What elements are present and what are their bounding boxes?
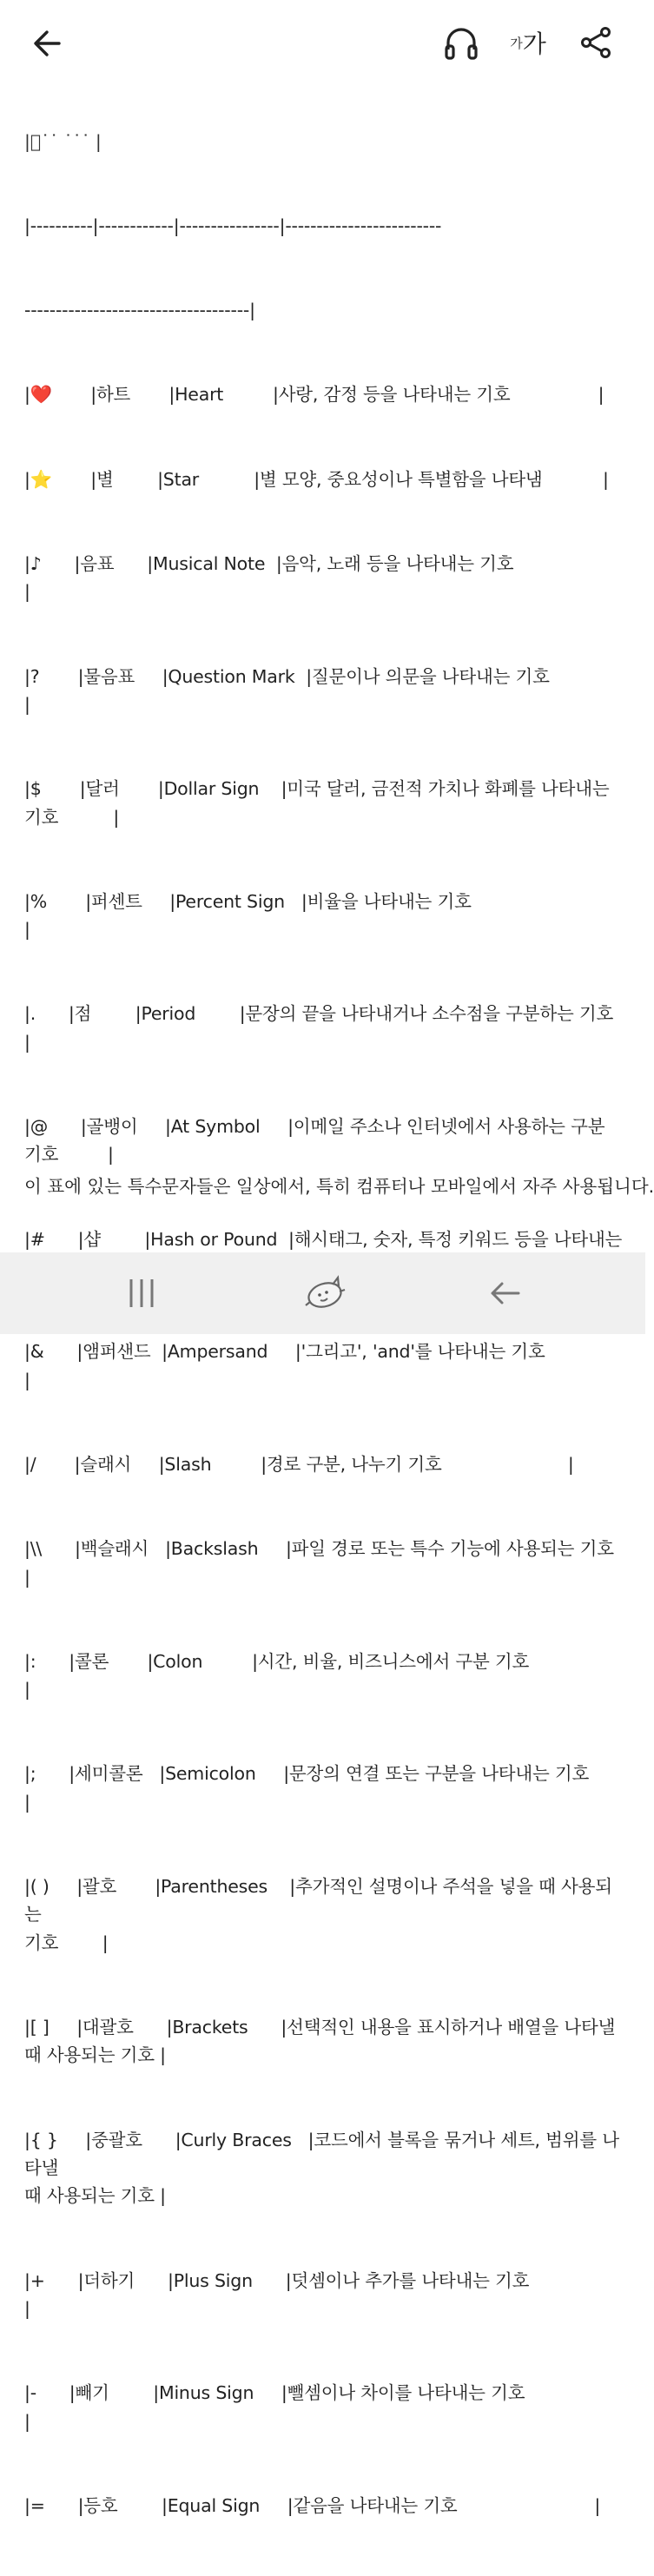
- table-row: |? |물음표 |Question Mark |질문이나 의문을 나타내는 기호 |: [24, 665, 550, 715]
- listen-button[interactable]: [439, 21, 484, 64]
- share-icon: [578, 25, 613, 60]
- table-row: |❤️ |하트 |Heart |사랑, 감정 등을 나타내는 기호 |: [24, 384, 604, 406]
- font-size-big-label: 가: [522, 30, 546, 58]
- table-row: |+ |더하기 |Plus Sign |덧셈이나 추가를 나타내는 기호 |: [24, 2269, 530, 2320]
- table-row: |: |콜론 |Colon |시간, 비율, 비즈니스에서 구분 기호 |: [24, 1650, 628, 1701]
- table-row: |- |빼기 |Minus Sign |뺄셈이나 차이를 나타내는 기호 |: [24, 2382, 525, 2432]
- font-size-small-label: 가: [510, 35, 523, 51]
- table-row: |= |등호 |Equal Sign |같음을 나타내는 기호 |: [24, 2494, 601, 2516]
- top-app-bar: [0, 0, 645, 83]
- share-button[interactable]: [575, 21, 617, 64]
- table-row: |$ |달러 |Dollar Sign |미국 달러, 금전적 가치나 화폐를 나타내는 기호 |: [24, 778, 610, 828]
- table-separator: ------------------------------------|: [24, 300, 255, 321]
- table-row: |% |퍼센트 |Percent Sign |비율을 나타내는 기호 |: [24, 890, 472, 941]
- table-row: |♪ |음표 |Musical Note |음악, 노래 등을 나타내는 기호 |: [24, 552, 514, 603]
- summary-paragraph: 이 표에 있는 특수문자들은 일상에서, 특히 컴퓨터나 모바일에서 자주 사용됩니다.: [24, 1176, 654, 1197]
- table-row: |& |앰퍼샌드 |Ampersand |'그리고', 'and'를 나타내는 기호 |: [24, 1341, 545, 1390]
- nav-back-icon: [487, 1278, 522, 1308]
- table-row: |[ ] |대괄호 |Brackets |선택적인 내용을 표시하거나 배열을 나타낼 때 사용되는 기호 |: [24, 2017, 616, 2066]
- table-row: |# |샵 |Hash or Pound |해시태그, 숫자, 특정 키워드 등을 나타내는: [24, 1228, 623, 1250]
- table-row: |( ) |괄호 |Parentheses |추가적인 설명이나 주석을 넣을 때 사용되는 기호 |: [24, 1876, 612, 1953]
- system-navigation-bar: [0, 1252, 645, 1334]
- table-row: |⭐ |별 |Star |별 모양, 중요성이나 특별함을 나타냄 |: [24, 468, 609, 490]
- table-row: |\\ |백슬래시 |Backslash |파일 경로 또는 특수 기능에 사용되는 기호 |: [24, 1538, 614, 1588]
- nav-back-button[interactable]: [483, 1271, 526, 1315]
- recents-icon: [126, 1276, 157, 1311]
- headphones-icon: [442, 23, 480, 62]
- table-separator: |----------|------------|----------------|-------------------------: [24, 215, 442, 237]
- table-row: |{ } |중괄호 |Curly Braces |코드에서 블록을 묶거나 세트, 범위를 나타낼 때 사용되는 기호 |: [24, 2129, 619, 2207]
- font-size-button[interactable]: [502, 23, 554, 63]
- table-row: |; |세미콜론 |Semicolon |문장의 연결 또는 구분을 나타내는 기호 |: [24, 1763, 590, 1813]
- table-row: |@ |골뱅이 |At Symbol |이메일 주소나 인터넷에서 사용하는 구분 기호 |: [24, 1116, 605, 1166]
- recents-button[interactable]: [120, 1271, 163, 1315]
- arrow-left-icon: [30, 26, 64, 61]
- home-button[interactable]: [297, 1271, 353, 1315]
- table-row: |/ |슬래시 |Slash |경로 구분, 나누기 기호 |: [24, 1453, 574, 1475]
- post-content[interactable]: [0, 83, 654, 2516]
- home-mascot-icon: [301, 1274, 348, 1312]
- table-row: |. |점 |Period |문장의 끝을 나타내거나 소수점을 구분하는 기호 |: [24, 1003, 614, 1053]
- back-button[interactable]: [26, 23, 68, 64]
- table-partial-row: |⃒˙˙ ˙˙˙ |: [24, 130, 102, 152]
